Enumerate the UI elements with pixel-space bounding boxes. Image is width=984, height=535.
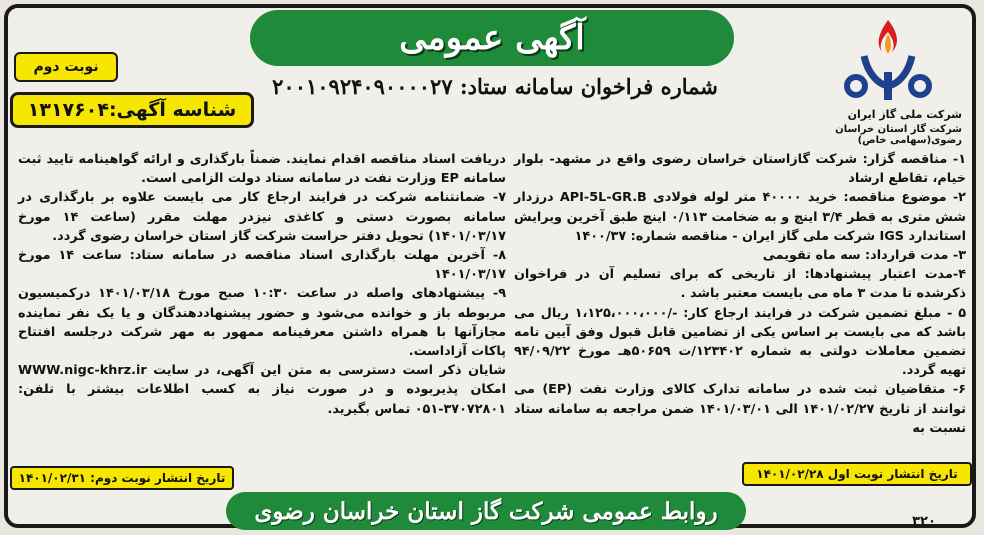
list-item: ۳- مدت قرارداد: سه ماه تقویمی [762,248,966,264]
list-item: ۶- متقاضیان ثبت شده در سامانه تدارک کالای وزارت نفت (EP) می توانند از تاریخ ۱۴۰۱/۰۲/۲۷ الی ۱۴۰۱/۰۳/۰۱ ضمن مراجعه به سامانه ستاد نسبت به [514,382,966,436]
ad-id-badge: شناسه آگهی:۱۳۱۷۶۰۴ [10,92,254,128]
company-subsidiary: شرکت گاز استان خراسان رضوی(سهامی خاص) [835,124,962,146]
page-number: ۳۲۰ [912,514,936,529]
footer-text: روابط عمومی شرکت گاز استان خراسان رضوی [254,497,718,525]
company-name: شرکت ملی گاز ایران [847,108,962,121]
list-item: شایان ذکر است دسترسی به متن این آگهی، در سایت WWW.nigc-khrz.ir امکان پذیربوده و در صورت نیاز به کسب اطلاعات بیشتر با تلفن: ۳۷۰۷۲۸۰۱-۰۵۱ تماس بگیرید. [18,363,506,417]
list-item: ۷- ضمانتنامه شرکت در فرایند ارجاع کار می بایست علاوه بر بارگذاری در سامانه بصورت دستی و کاغذی نیزدر مهلت مقرر (ساعت ۱۴ مورخ ۱۴۰۱/۰۳/۱۷) تحویل دفتر حراست شرکت گاز استان خراسان رضوی گردد. [18,190,506,244]
first-publish-date: تاریخ انتشار نوبت اول ۱۴۰۱/۰۲/۲۸ [742,462,972,486]
list-item: ۵ - مبلغ تضمین شرکت در فرایند ارجاع کار: -/۱،۱۲۵،۰۰۰،۰۰۰ ریال می باشد که می بایست بر اساس یکی از تضامین قابل قبول وفق آیین نامه تضمین معاملات دولتی به شماره ۱۲۳۴۰۲/ت ۵۰۶۵۹هـ مورخ ۹۴/۰۹/۲۲ تهیه گردد. [514,305,966,379]
list-item: ۲- موضوع مناقصه: خرید ۴۰۰۰۰ متر لوله فولادی API-5L-GR.B درزدار شش متری به قطر ۳/۴ اینچ و به ضخامت ۰/۱۱۳ اینچ طبق آخرین ویرایش استاندارد IGS شرکت ملی گاز ایران - مناقصه شماره: ۱۴۰۰/۳۷ [514,190,966,244]
nobat-badge: نوبت دوم [14,52,118,82]
content-column-left [18,150,506,419]
content-column-right [514,150,966,438]
list-item: ۱- مناقصه گزار: شرکت گازاستان خراسان رضوی واقع در مشهد- بلوار خیام، تقاطع ارشاد [514,152,966,187]
company-logo [808,14,968,144]
page-title: آگهی عمومی [399,18,585,58]
tender-call-number: شماره فراخوان سامانه ستاد: ۲۰۰۱۰۹۲۴۰۹۰۰۰۰۲۷ [272,74,718,99]
list-item: دریافت اسناد مناقصه اقدام نمایند. ضمناً بارگذاری و ارائه گواهینامه تایید ثبت سامانه EP وزارت نفت در سامانه ستاد دولت الزامی است. [18,152,506,187]
list-item: ۴-مدت اعتبار پیشنهادها: از تاریخی که برای تسلیم آن در فراخوان ذکرشده تا مدت ۳ ماه می بایست معتبر باشد . [514,267,966,302]
footer-banner [226,492,746,530]
list-item: ۹- پیشنهادهای واصله در ساعت ۱۰:۳۰ صبح مورخ ۱۴۰۱/۰۳/۱۸ درکمیسیون مربوطه باز و خوانده می‌شود و حضور پیشنهاددهندگان و یا یک نفر نماینده مجازآنها با همراه داشتن معرفینامه ممهور به مهر شرکت درجلسه افتتاح پاکات آزاداست. [18,286,506,360]
nigc-flame-icon [808,14,968,106]
second-publish-date: تاریخ انتشار نوبت دوم: ۱۴۰۱/۰۲/۳۱ [10,466,234,490]
list-item: ۸- آخرین مهلت بارگذاری اسناد مناقصه در سامانه ستاد: ساعت ۱۴ مورخ ۱۴۰۱/۰۳/۱۷ [18,248,506,283]
title-banner [250,10,734,66]
